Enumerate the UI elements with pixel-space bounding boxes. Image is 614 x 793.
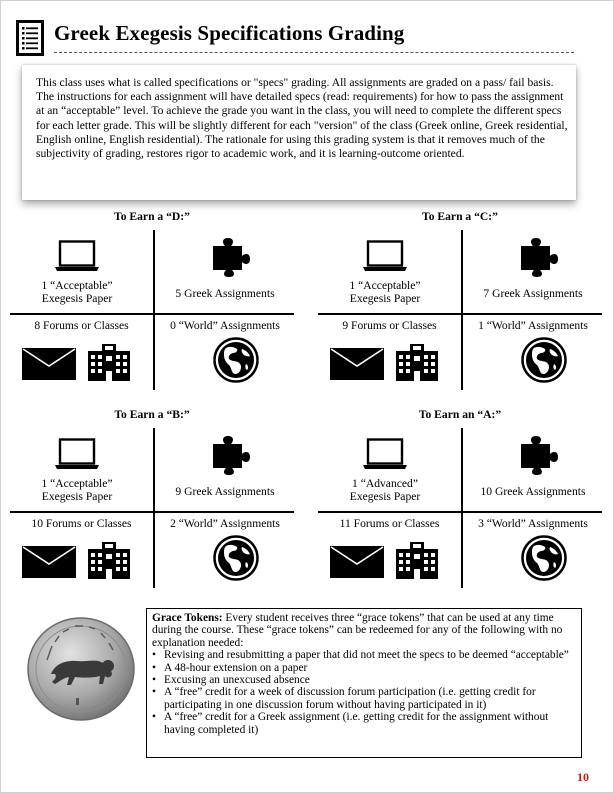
paper-requirement-line1: 1 “Acceptable” bbox=[41, 279, 113, 292]
grace-tokens-heading: Grace Tokens: bbox=[152, 612, 223, 624]
panel-divider-horizontal bbox=[10, 313, 294, 315]
grace-token-option: • Revising and resubmitting a paper that did not meet the specs to be deemed “acceptable” bbox=[164, 649, 580, 661]
forums-requirement: 8 Forums or Classes bbox=[34, 319, 129, 332]
grade-panel-title: To Earn an “A:” bbox=[418, 408, 502, 421]
world-requirement: 3 “World” Assignments bbox=[478, 517, 588, 530]
title-divider bbox=[54, 52, 574, 53]
grace-tokens-text bbox=[152, 612, 580, 736]
envelope-icon bbox=[330, 546, 384, 578]
panel-divider-horizontal bbox=[318, 313, 602, 315]
puzzle-piece-icon bbox=[211, 237, 251, 277]
building-icon bbox=[88, 344, 130, 381]
envelope-icon bbox=[22, 348, 76, 380]
paper-requirement bbox=[326, 279, 444, 305]
panel-divider-vertical bbox=[461, 428, 463, 588]
grade-panel-d bbox=[10, 210, 294, 390]
page-number: 10 bbox=[577, 770, 589, 784]
envelope-icon bbox=[330, 348, 384, 380]
grace-tokens-intro bbox=[152, 612, 580, 649]
paper-requirement-line1: 1 “Acceptable” bbox=[41, 477, 113, 490]
document-icon bbox=[16, 20, 44, 56]
panel-divider-horizontal bbox=[318, 511, 602, 513]
grade-panel-c bbox=[318, 210, 602, 390]
building-icon bbox=[396, 344, 438, 381]
panel-divider-vertical bbox=[461, 230, 463, 390]
laptop-icon bbox=[362, 240, 408, 272]
puzzle-piece-icon bbox=[211, 435, 251, 475]
puzzle-piece-icon bbox=[519, 435, 559, 475]
greek-requirement: 5 Greek Assignments bbox=[175, 287, 275, 300]
grade-panel-a bbox=[318, 408, 602, 588]
building-icon bbox=[88, 542, 130, 579]
paper-requirement-line2: Exegesis Paper bbox=[349, 292, 421, 305]
paper-requirement-line1: 1 “Acceptable” bbox=[349, 279, 421, 292]
globe-icon bbox=[213, 535, 259, 581]
grade-panel-b bbox=[10, 408, 294, 588]
paper-requirement-line2: Exegesis Paper bbox=[349, 490, 421, 503]
forums-requirement: 11 Forums or Classes bbox=[339, 517, 440, 530]
grade-panel-title: To Earn a “C:” bbox=[422, 210, 498, 223]
grade-panel-title: To Earn a “D:” bbox=[114, 210, 190, 223]
paper-requirement-line2: Exegesis Paper bbox=[41, 490, 113, 503]
greek-requirement: 7 Greek Assignments bbox=[483, 287, 583, 300]
paper-requirement bbox=[18, 279, 136, 305]
grade-panel-title: To Earn a “B:” bbox=[114, 408, 190, 421]
globe-icon bbox=[521, 535, 567, 581]
globe-icon bbox=[521, 337, 567, 383]
greek-requirement: 10 Greek Assignments bbox=[480, 485, 586, 498]
grace-tokens-description: Every student receives three “grace tokens” that can be used at any time during the course. These “grace tokens” can be redeemed for any of the following with no explanation needed: bbox=[152, 612, 563, 649]
panel-divider-vertical bbox=[153, 428, 155, 588]
ancient-coin-image bbox=[25, 612, 137, 724]
world-requirement: 2 “World” Assignments bbox=[170, 517, 280, 530]
envelope-icon bbox=[22, 546, 76, 578]
building-icon bbox=[396, 542, 438, 579]
grace-token-option: • A “free” credit for a week of discussion forum participation (i.e. getting credit for participating in one discussion forum without having participated in it) bbox=[164, 686, 580, 711]
paper-requirement-line2: Exegesis Paper bbox=[41, 292, 113, 305]
laptop-icon bbox=[54, 240, 100, 272]
forums-requirement: 10 Forums or Classes bbox=[31, 517, 132, 530]
grace-token-option: • A 48-hour extension on a paper bbox=[164, 662, 580, 674]
panel-divider-vertical bbox=[153, 230, 155, 390]
grace-token-option: • A “free” credit for a Greek assignment (i.e. getting credit for the assignment without having completed it) bbox=[164, 711, 580, 736]
panel-divider-horizontal bbox=[10, 511, 294, 513]
world-requirement: 1 “World” Assignments bbox=[478, 319, 588, 332]
paper-requirement-line1: 1 “Advanced” bbox=[352, 477, 418, 490]
grace-token-option: • Excusing an unexcused absence bbox=[164, 674, 580, 686]
greek-requirement: 9 Greek Assignments bbox=[175, 485, 275, 498]
paper-requirement bbox=[326, 477, 444, 503]
intro-paragraph: This class uses what is called specifications or "specs" grading. All assignments are graded on a pass/ fail basis. The instructions for each assignment will have detailed specs (read: requirements) for how to pass the assignment at an “acceptable” level. To achieve the grade you want in the class, you will need to complete the different specs for each letter grade. This will be slightly different for each "version" of the class (Greek online, Greek residential, English online, English residential). The rationale for using this grading system is that it removes much of the subjectivity of grading, restores rigor to academic work, and it is learning-outcome oriented. bbox=[36, 76, 568, 161]
laptop-icon bbox=[54, 438, 100, 470]
page-title: Greek Exegesis Specifications Grading bbox=[54, 21, 405, 45]
globe-icon bbox=[213, 337, 259, 383]
puzzle-piece-icon bbox=[519, 237, 559, 277]
paper-requirement bbox=[18, 477, 136, 503]
grace-tokens-list bbox=[152, 649, 580, 736]
world-requirement: 0 “World” Assignments bbox=[170, 319, 280, 332]
laptop-icon bbox=[362, 438, 408, 470]
forums-requirement: 9 Forums or Classes bbox=[342, 319, 437, 332]
